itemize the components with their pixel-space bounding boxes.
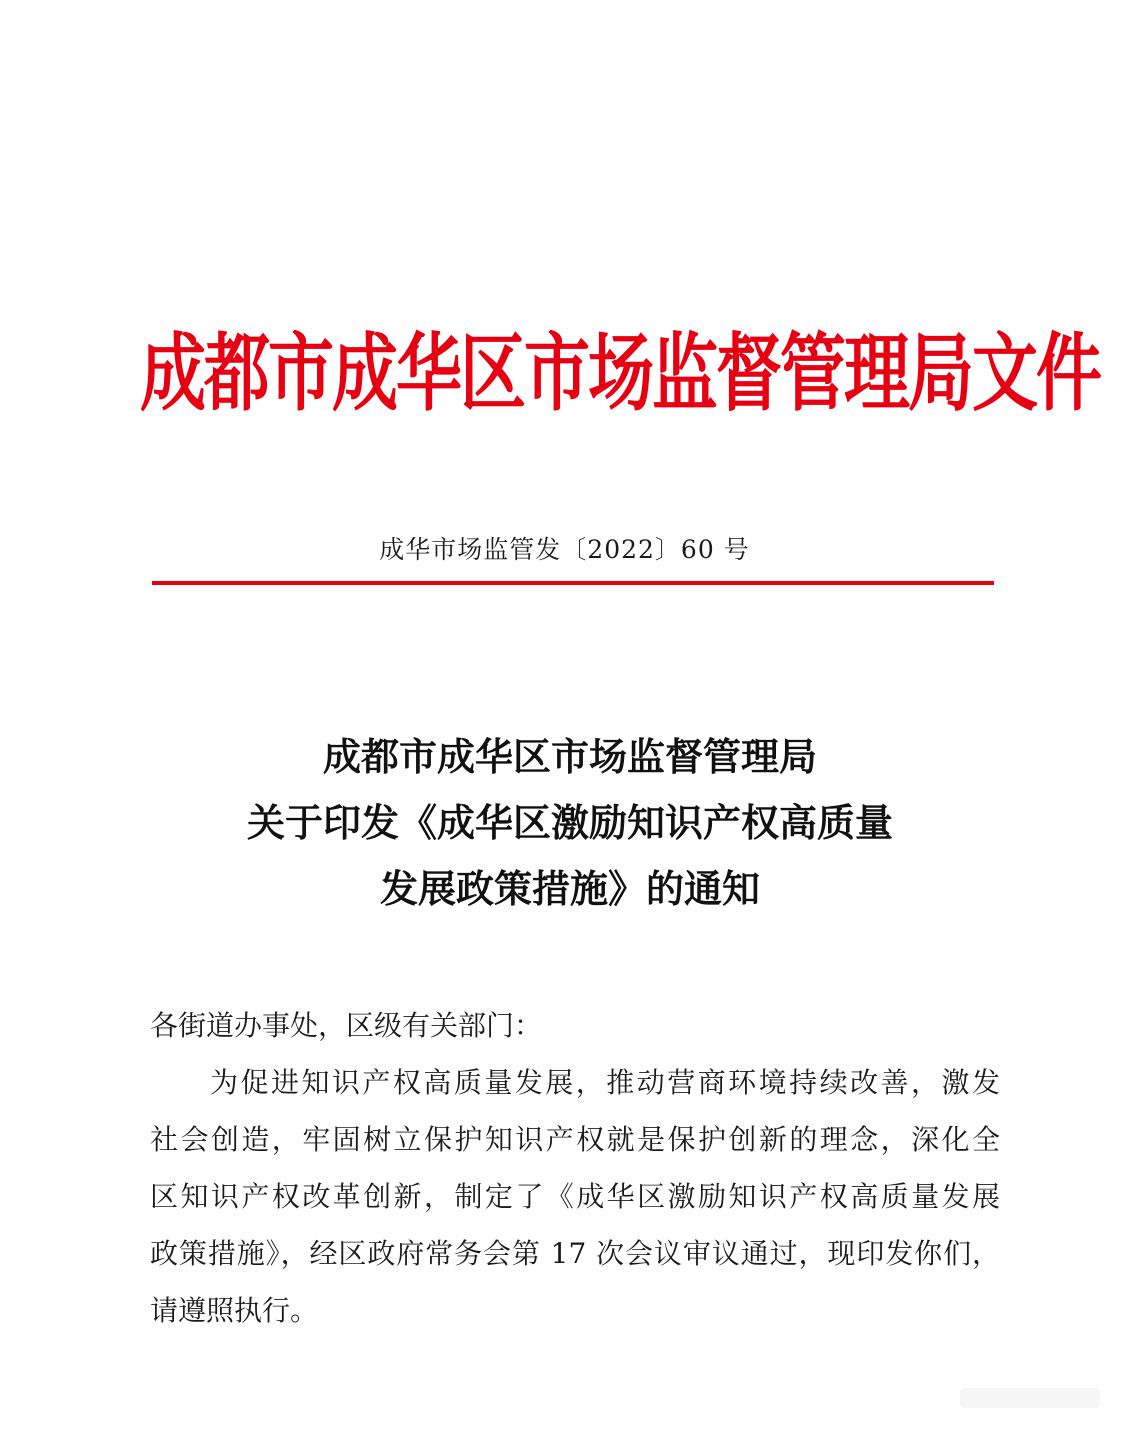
notice-title (100, 724, 1040, 922)
body-paragraph-line-4: 政策措施》，经区政府常务会第 17 次会议审议通过，现印发你们， (150, 1237, 1000, 1270)
issuer-header-title: 成都市成华区市场监督管理局文件 (140, 323, 1100, 423)
addressee-line: 各街道办事处，区级有关部门： (150, 1009, 543, 1042)
document-number: 成华市场监管发〔2022〕60 号 (379, 535, 750, 564)
body-paragraph-line-5: 请遵照执行。 (150, 1294, 319, 1327)
notice-title-line-2: 关于印发《成华区激励知识产权高质量 (246, 800, 893, 845)
notice-title-line-3: 发展政策措施》的通知 (379, 866, 760, 911)
body-paragraph-line-1: 为促进知识产权高质量发展，推动营商环境持续改善，激发 (210, 1066, 1000, 1099)
red-separator-rule (152, 581, 994, 585)
faint-watermark (960, 1388, 1100, 1408)
body-paragraph-line-3: 区知识产权改革创新，制定了《成华区激励知识产权高质量发展 (150, 1180, 1000, 1213)
body-paragraph-line-2: 社会创造，牢固树立保护知识产权就是保护创新的理念，深化全 (150, 1123, 1000, 1156)
notice-title-line-1: 成都市成华区市场监督管理局 (322, 734, 817, 779)
